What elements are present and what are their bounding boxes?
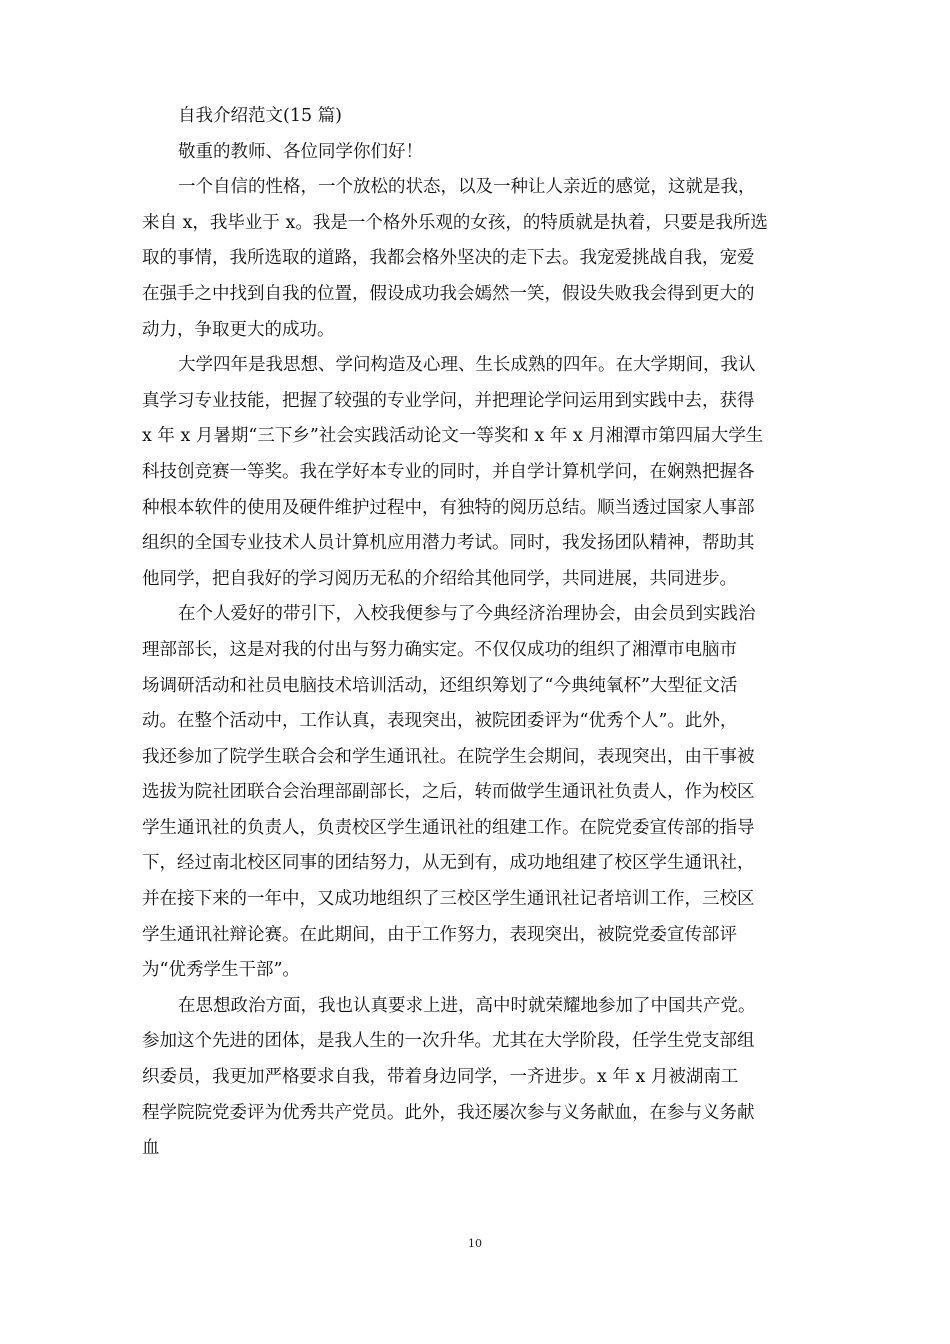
paragraph-line: 选拔为院社团联合会治理部副部长，之后，转而做学生通讯社负责人，作为校区 [142, 782, 755, 803]
paragraph-line: 场调研活动和社员电脑技术培训活动，还组织筹划了“今典纯氧杯”大型征文活 [142, 675, 738, 696]
page-number: 10 [468, 1237, 482, 1250]
paragraph-line: 他同学，把自我好的学习阅历无私的介绍给其他同学，共同进展，共同进步。 [142, 568, 737, 589]
paragraph-line: 动力，争取更大的成功。 [142, 319, 335, 340]
paragraph-line: 来自 x，我毕业于 x。我是一个格外乐观的女孩，的特质就是执着，只要是我所选 [142, 212, 768, 233]
paragraph-line: 学生通讯社辩论赛。在此期间，由于工作努力，表现突出，被院党委宣传部评 [142, 924, 737, 945]
paragraph-3 [142, 599, 818, 986]
paragraph-line: 大学四年是我思想、学问构造及心理、生长成熟的四年。在大学期间，我认 [178, 355, 756, 376]
paragraph-line: 一个自信的性格，一个放松的状态，以及一种让人亲近的感觉，这就是我， [178, 177, 756, 198]
paragraph-line: 在思想政治方面，我也认真要求上进，高中时就荣耀地参加了中国共产党。 [178, 995, 756, 1016]
paragraph-line: 动。在整个活动中，工作认真，表现突出，被院团委评为“优秀个人”。此外， [142, 711, 738, 732]
paragraph-line: 种根本软件的使用及硬件维护过程中，有独特的阅历总结。顺当透过国家人事部 [142, 497, 755, 518]
paragraph-line: 为“优秀学生干部”。 [142, 960, 300, 981]
paragraph-2 [142, 350, 818, 595]
greeting-line: 敬重的教师、各位同学你们好！ [178, 141, 423, 162]
paragraph-line: 下，经过南北校区同事的团结努力，从无到有，成功地组建了校区学生通讯社， [142, 853, 755, 874]
paragraph-line: 在个人爱好的带引下，入校我便参与了今典经济治理协会，由会员到实践治 [178, 604, 756, 625]
paragraph-line: 组织的全国专业技术人员计算机应用潜力考试。同时，我发扬团队精神，帮助其 [142, 533, 755, 554]
paragraph-line: 参加这个先进的团体，是我人生的一次升华。尤其在大学阶段，任学生党支部组 [142, 1031, 755, 1052]
paragraph-line: 织委员，我更加严格要求自我，带着身边同学，一齐进步。x 年 x 月被湖南工 [142, 1067, 739, 1088]
paragraph-line: 理部部长，这是对我的付出与努力确实定。不仅仅成功的组织了湘潭市电脑市 [142, 639, 737, 660]
paragraph-line: 并在接下来的一年中，又成功地组织了三校区学生通讯社记者培训工作，三校区 [142, 889, 755, 910]
document-title: 自我介绍范文(15 篇) [178, 106, 342, 126]
paragraph-line: 血 [142, 1138, 160, 1159]
document-body [142, 101, 818, 1169]
paragraph-line: 学生通讯社的负责人，负责校区学生通讯社的组建工作。在院党委宣传部的指导 [142, 817, 755, 838]
paragraph-line: 我还参加了院学生联合会和学生通讯社。在院学生会期间，表现突出，由干事被 [142, 746, 755, 767]
paragraph-line: 科技创竞赛一等奖。我在学好本专业的同时，并自学计算机学问，在娴熟把握各 [142, 461, 755, 482]
paragraph-1 [142, 172, 818, 345]
paragraph-line: 在强手之中找到自我的位置，假设成功我会嫣然一笑，假设失败我会得到更大的 [142, 283, 755, 304]
paragraph-line: 真学习专业技能，把握了较强的专业学问，并把理论学问运用到实践中去，获得 [142, 390, 755, 411]
paragraph-line: 取的事情，我所选取的道路，我都会格外坚决的走下去。我宠爱挑战自我，宠爱 [142, 248, 755, 269]
paragraph-line: x 年 x 月暑期“三下乡”社会实践活动论文一等奖和 x 年 x 月湘潭市第四届大学生 [142, 426, 764, 447]
paragraph-line: 程学院院党委评为优秀共产党员。此外，我还屡次参与义务献血，在参与义务献 [142, 1102, 755, 1123]
paragraph-4 [142, 991, 818, 1164]
